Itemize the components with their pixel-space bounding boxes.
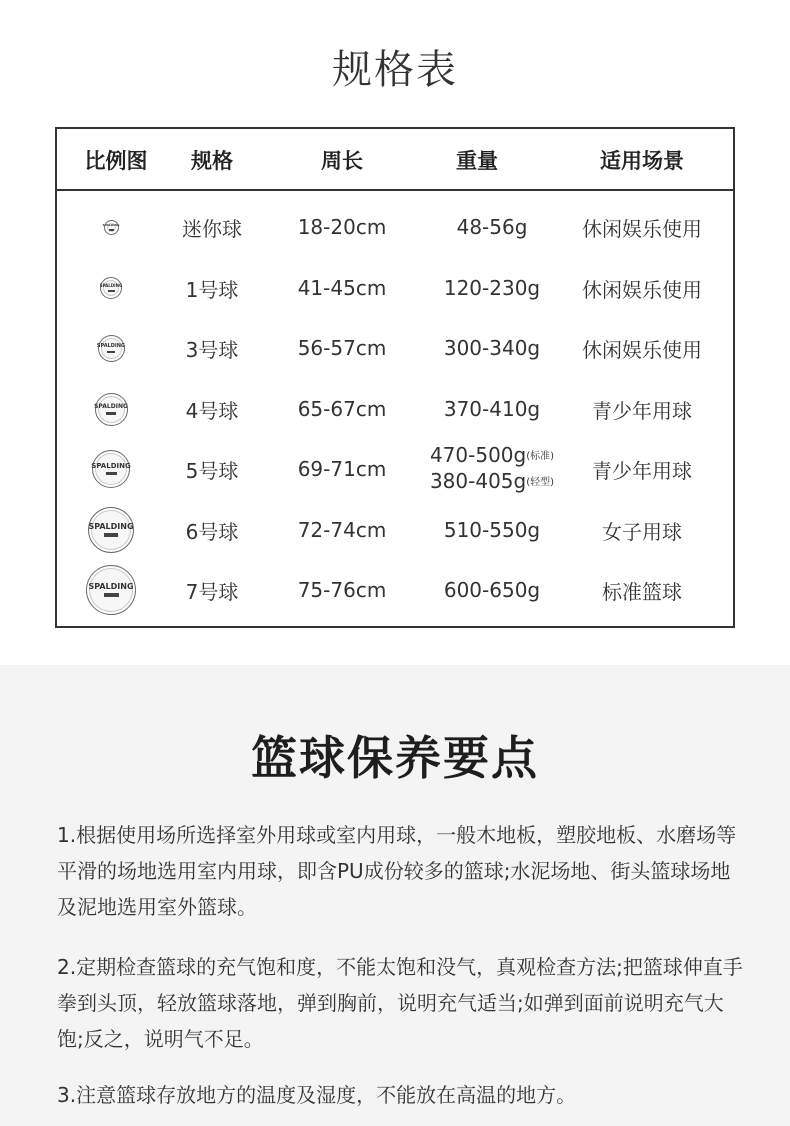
circumference-cell: 18-20cm	[297, 215, 387, 239]
weight-cell	[412, 318, 572, 378]
weight-value: 370-410g	[443, 397, 541, 421]
basketball-icon	[88, 507, 134, 553]
usage-cell: 标准篮球	[602, 579, 682, 604]
ball-brand: SPALDING	[91, 462, 131, 470]
table-row	[57, 258, 733, 318]
usage-cell: 青少年用球	[592, 398, 692, 423]
weight-value: 600-650g	[443, 578, 541, 602]
ball-logo-mark	[104, 593, 119, 597]
basketball-icon	[98, 335, 125, 362]
weight-cell	[412, 500, 572, 560]
ball-logo-mark	[106, 412, 116, 415]
weight-value: 120-230g	[443, 276, 541, 300]
care-title: 篮球保养要点	[251, 731, 539, 785]
weight-value: 510-550g	[443, 518, 541, 542]
table-row	[57, 379, 733, 439]
usage-cell: 青少年用球	[592, 458, 692, 483]
size-cell: 3号球	[185, 337, 239, 362]
care-point-2: 2.定期检查篮球的充气饱和度，不能太饱和没气，真观检查方法;把篮球伸直手拳到头顶，轻放篮球落地，弹到胸前，说明充气适当;如弹到面前说明充气大饱;反之，说明气不足。	[57, 955, 743, 1051]
spec-table	[55, 127, 735, 628]
ball-brand: SPALDING	[94, 402, 128, 410]
circumference-cell: 75-76cm	[297, 578, 387, 602]
table-header	[57, 129, 733, 191]
header-circumference: 周长	[321, 149, 363, 173]
basketball-icon	[86, 565, 136, 615]
header-size: 规格	[191, 149, 233, 173]
weight-cell	[412, 560, 572, 620]
basketball-icon	[92, 450, 130, 488]
header-usage: 适用场景	[600, 149, 684, 173]
ball-image-cell	[71, 500, 151, 560]
ball-logo-mark	[106, 472, 117, 475]
size-cell: 4号球	[185, 398, 239, 423]
basketball-icon	[95, 393, 128, 426]
circumference-cell: 69-71cm	[297, 457, 387, 481]
header-image: 比例图	[84, 149, 148, 173]
weight-multi	[430, 443, 554, 495]
ball-brand: SPALDING	[99, 283, 123, 288]
table-row	[57, 318, 733, 378]
weight-cell	[412, 439, 572, 499]
ball-image-cell	[71, 560, 151, 620]
usage-cell: 女子用球	[602, 519, 682, 544]
ball-logo-mark	[108, 290, 115, 292]
weight-note-2: (轻型)	[526, 477, 555, 488]
ball-logo-mark	[104, 533, 118, 537]
ball-brand: SPALDING	[88, 582, 134, 591]
weight-value: 300-340g	[443, 336, 541, 360]
care-point-1: 1.根据使用场所选择室外用球或室内用球，一般木地板，塑胶地板、水磨场等平滑的场地选用室内用球，即含PU成份较多的篮球;水泥场地、街头篮球场地及泥地选用室外篮球。	[57, 823, 737, 919]
ball-image-cell	[71, 258, 151, 318]
basketball-icon	[100, 277, 122, 299]
weight-cell	[412, 258, 572, 318]
weight-cell	[412, 197, 572, 257]
circumference-cell: 41-45cm	[297, 276, 387, 300]
weight-note: (标准)	[526, 451, 555, 462]
header-weight: 重量	[456, 149, 498, 173]
weight-value-2: 380-405g	[429, 469, 527, 493]
size-cell: 7号球	[185, 579, 239, 604]
ball-logo-mark	[107, 351, 115, 353]
circumference-cell: 65-67cm	[297, 397, 387, 421]
ball-image-cell	[71, 318, 151, 378]
size-cell: 迷你球	[182, 216, 242, 241]
size-cell: 6号球	[185, 519, 239, 544]
spec-title: 规格表	[332, 47, 458, 93]
ball-image-cell	[71, 197, 151, 257]
ball-brand: SPALDING	[88, 522, 134, 531]
usage-cell: 休闲娱乐使用	[582, 337, 702, 362]
circumference-cell: 56-57cm	[297, 336, 387, 360]
weight-value: 470-500g	[429, 443, 527, 467]
size-cell: 5号球	[185, 458, 239, 483]
table-row	[57, 197, 733, 257]
usage-cell: 休闲娱乐使用	[582, 277, 702, 302]
usage-cell: 休闲娱乐使用	[582, 216, 702, 241]
weight-value: 48-56g	[456, 215, 528, 239]
size-cell: 1号球	[185, 277, 239, 302]
ball-brand: SPALDING	[102, 222, 120, 227]
ball-image-cell	[71, 439, 151, 499]
table-row	[57, 500, 733, 560]
table-row	[57, 439, 733, 499]
ball-brand: SPALDING	[96, 342, 126, 349]
circumference-cell: 72-74cm	[297, 518, 387, 542]
care-point-3: 3.注意篮球存放地方的温度及湿度，不能放在高温的地方。	[57, 1083, 577, 1107]
table-row	[57, 560, 733, 620]
basketball-icon	[104, 220, 119, 235]
ball-image-cell	[71, 379, 151, 439]
ball-logo-mark	[109, 229, 114, 231]
weight-cell	[412, 379, 572, 439]
